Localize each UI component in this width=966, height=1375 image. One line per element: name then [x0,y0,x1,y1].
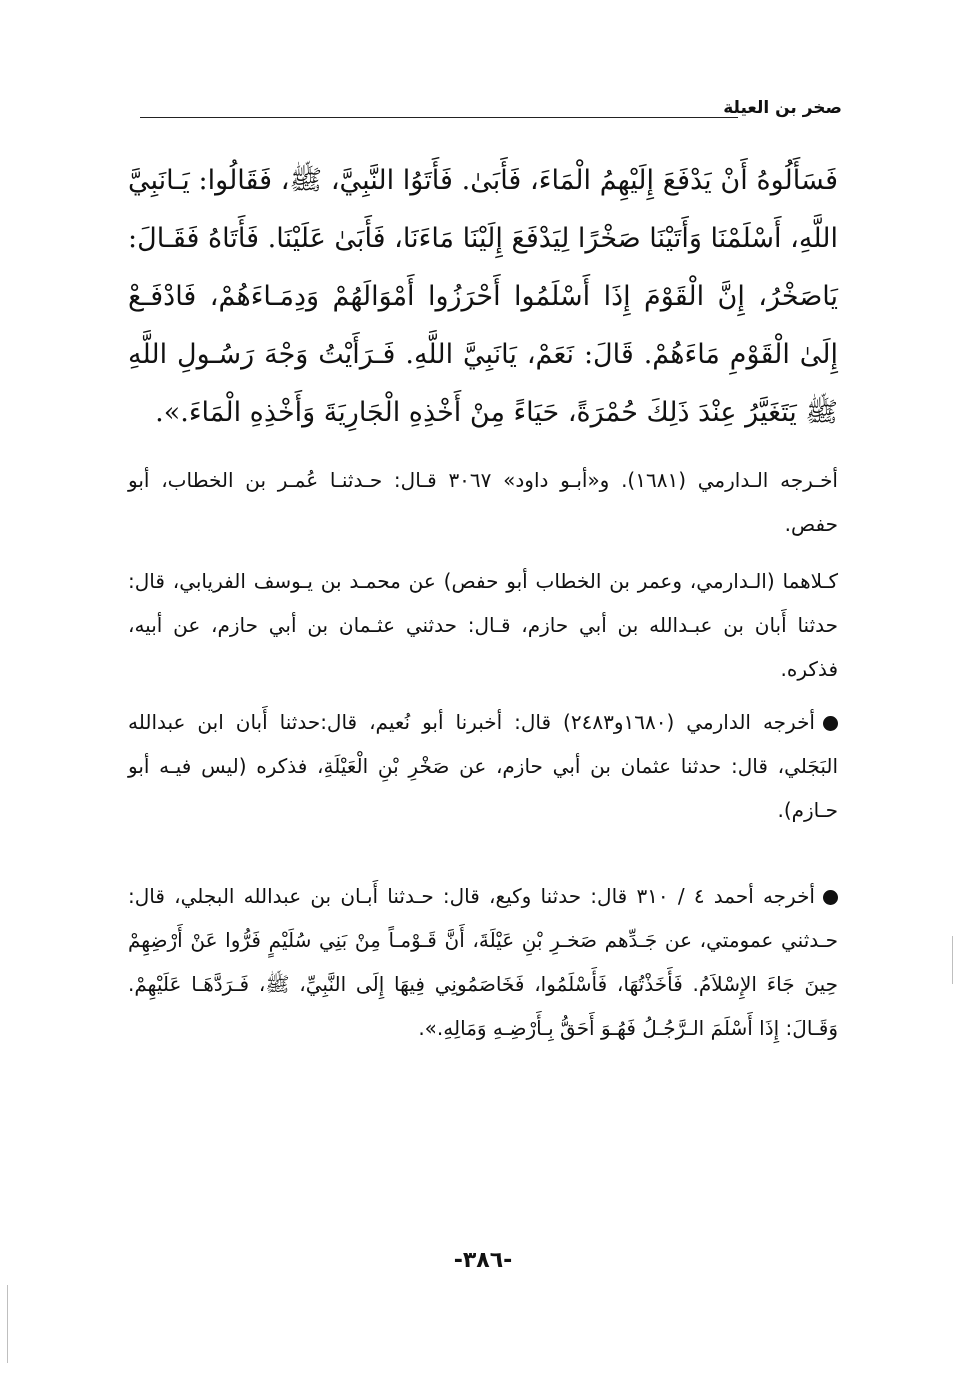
page-number: -٣٨٦- [453,1248,513,1273]
note-text: أخرجه الدارمي (١٦٨٠و٢٤٨٣) قال: أخبرنا أبو نُعيم، قال:حدثنا أَبان ابن عبدالله البَجَلي، قال: حدثنا عثمان بن أبي حازم، عن صَخْرِ بْنِ الْعَيْلَةِ، فذكره (ليس فيـه أبو حـازم). [128,710,838,822]
hadith-text: فَسَأَلُوهُ أَنْ يَدْفَعَ إِلَيْهِمُ الْمَاءَ، فَأَبَىٰ. فَأَتَوُا النَّبِيَّ، ﷺ، فَقَالُوا: يَـانَبِيَّ اللَّهِ، أَسْلَمْنَا وَأَتَيْنَا صَخْرًا لِيَدْفَعَ إِلَيْنَا مَاءَنَا، فَأَبَىٰ عَلَيْنَا. فَأَتَاهُ فَقَـالَ: يَاصَخْرُ، إِنَّ الْقَوْمَ إِذَا أَسْلَمُوا أَحْرَزُوا أَمْوَالَهُمْ وَدِمَـاءَهُمْ، فَادْفَـعْ إِلَىٰ الْقَوْمِ مَاءَهُمْ. قَالَ: نَعَمْ، يَانَبِيَّ اللَّهِ. فَـرَأَيْتُ وَجْهَ رَسُـولِ اللَّهِ ﷺ يَتَغَيَّرُ عِنْدَ ذَلِكَ حُمْرَةً، حَيَاءً مِنْ أَخْذِهِ الْجَارِيَةَ وَأَخْذِهِ الْمَاءَ.». [128,165,838,428]
scan-artifact [952,936,953,984]
scan-artifact [7,1285,8,1363]
running-header [140,98,842,128]
header-rule [140,117,738,118]
running-title: صخر بن العيلة [723,98,842,118]
note-text: أخرجه أحمد ٤ / ٣١٠ قال: حدثنا وكيع، قال: حـدثنا أَبـان بن عبدالله البجلي، قال: حـدثني عمومتي، عن جَـدِّهم صَخـرِ بْنِ عَيْلَةَ، أَنَّ قَـوْمـاً مِنْ بَنِي سُلَيْمٍ فَرُّوا عَنْ أَرْضِهِمْ حِينَ جَاءَ الإِسْلاَمُ. فَأَخَذْتُهَا، فَأَسْلَمُوا، فَخَاصَمُونِي فِيهَا إِلَى النَّبِيِّ، ﷺ، فَـرَدَّهَـا عَلَيْهِمْ. وَقَـالَ: إِذَا أَسْلَمَ الـرَّجُـلُ فَهُـوَ أَحَقُّ بِـأَرْضِـهِ وَمَالِهِ.». [128,884,838,1040]
note-text: أخـرجه الـدارمي (١٦٨١). و«أبـو داود» ٣٠٦٧ قـال: حـدثنـا عُمـر بن الخطاب، أبو حفص. [128,468,838,536]
takhrij-note-1 [128,458,838,546]
takhrij-note-2 [128,559,838,691]
bullet-dot-icon [823,890,838,905]
note-text: كـلاهما (الـدارمي، وعمر بن الخطاب أبو حفص) عن محمـد بن يـوسف الفريابي، قال: حدثنا أَبان بن عبـدالله بن أبي حازم، قـال: حدثني عثـمان بن أبي حازم، عن أبيه، فذكره. [128,569,838,681]
takhrij-note-3 [128,700,838,832]
bullet-dot-icon [823,716,838,731]
takhrij-note-4 [128,874,838,1050]
